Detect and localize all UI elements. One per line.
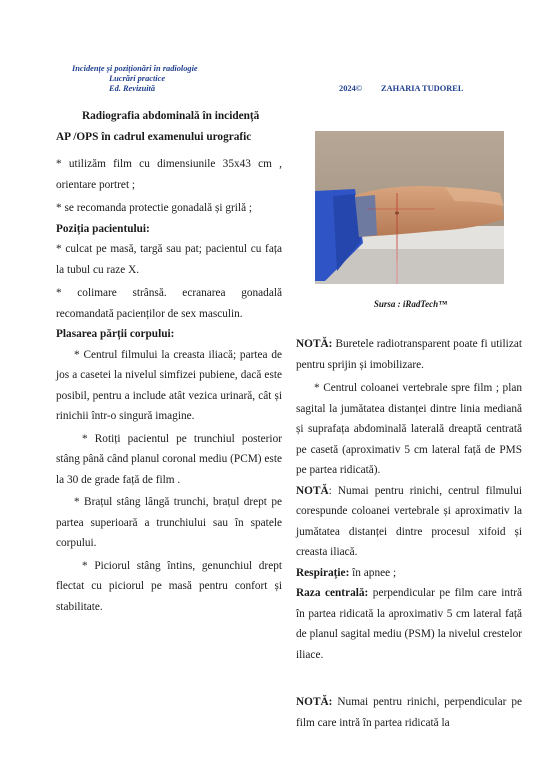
note-label: NOTĂ: [296, 338, 333, 350]
bullet-film: * utilizăm film cu dimensiunile 35x43 cm , orientare portret ; [56, 158, 282, 191]
header-line-1: Incidențe și poziționări în radiologie [72, 64, 198, 73]
para-arms: * Brațul stâng lângă trunchi, brațul drept pe partea superioară a trunchiului sau în spatele corpului. [56, 496, 282, 549]
bullet-lying: * culcat pe masă, targă sau pat; pacientul cu fața la tubul cu raze X. [56, 243, 282, 276]
central-ray [296, 583, 522, 665]
header-course-title [72, 64, 198, 94]
note-label: NOTĂ: [296, 696, 333, 708]
section-title-a: Radiografia abdominală în incidență [82, 110, 260, 122]
para-rotate-patient: * Rotiți pacientul pe trunchiul posterior stâng până când planul coronal mediu (PCM) este la 30 de grade față de film . [56, 432, 282, 486]
header-year: 2024© [339, 84, 363, 93]
note-label: NOTĂ [296, 484, 329, 497]
heading-patient-position: Poziția pacientului: [56, 222, 150, 235]
header-line-2: Lucrări practice [109, 74, 166, 83]
heading-body-placement: Plasarea părții corpului: [56, 328, 175, 340]
note-sponge [296, 334, 522, 375]
left-column [56, 106, 282, 617]
para-film-center: * Centrul filmului la creasta iliacă; partea de jos a casetei la nivelul simfizei pubiene, dacă este posibil, pentru a include atât vezica urinară, cât și rinichii într-o singură imagine. [56, 348, 282, 422]
note-text: Buretele radiotransparent poate fi utilizat pentru sprijin și imobilizare. [296, 338, 522, 371]
patient-position-photo [315, 131, 504, 284]
section-title-b: AP /OPS în cadrul examenului urografic [56, 130, 252, 143]
respiration-text: în apnee ; [349, 566, 397, 579]
central-ray-label: Raza centrală: [296, 587, 369, 599]
note-text: : Numai pentru rinichi, centrul filmului corespunde coloanei vertebrale și aproximativ la jumătatea distanței dintre procesul xifoid și creasta iliacă. [296, 484, 522, 558]
para-legs: * Piciorul stâng întins, genunchiul drept flectat cu piciorul pe masă pentru confort și stabilitate. [56, 559, 282, 613]
respiration-label: Respirație: [296, 566, 350, 579]
para-spine-center: * Centrul coloanei vertebrale spre film ; plan sagital la jumătatea distanței dintre linia mediană și suprafața abdominală laterală dreaptă centrată pe casetă (aproximativ 5 cm lateral față de PMS pe partea ridicată). [296, 382, 522, 476]
note-kidneys-ray [296, 692, 522, 733]
photo-caption: Sursa : iRadTech™ [373, 299, 448, 309]
note-text: Numai pentru rinichi, perpendicular pe film care intră în partea ridicată la [296, 696, 522, 729]
note-kidneys-center [296, 481, 522, 563]
central-ray-text: perpendicular pe film care intră în partea ridicată la aproximativ 5 cm lateral față de planul sagital mediu (PSM) la nivelul crestelor iliace. [296, 587, 522, 661]
patient-photo-illustration [315, 131, 504, 284]
respiration [296, 563, 522, 584]
bullet-protection: * se recomanda protectie gonadală și grilă ; [56, 202, 253, 214]
header-author: ZAHARIA TUDOREL [381, 84, 464, 93]
bullet-collimation: * colimare strânsă. ecranarea gonadală recomandată pacienților de sex masculin. [56, 287, 282, 320]
header-line-3: Ed. Revizuită [109, 84, 156, 93]
right-column [296, 334, 522, 733]
